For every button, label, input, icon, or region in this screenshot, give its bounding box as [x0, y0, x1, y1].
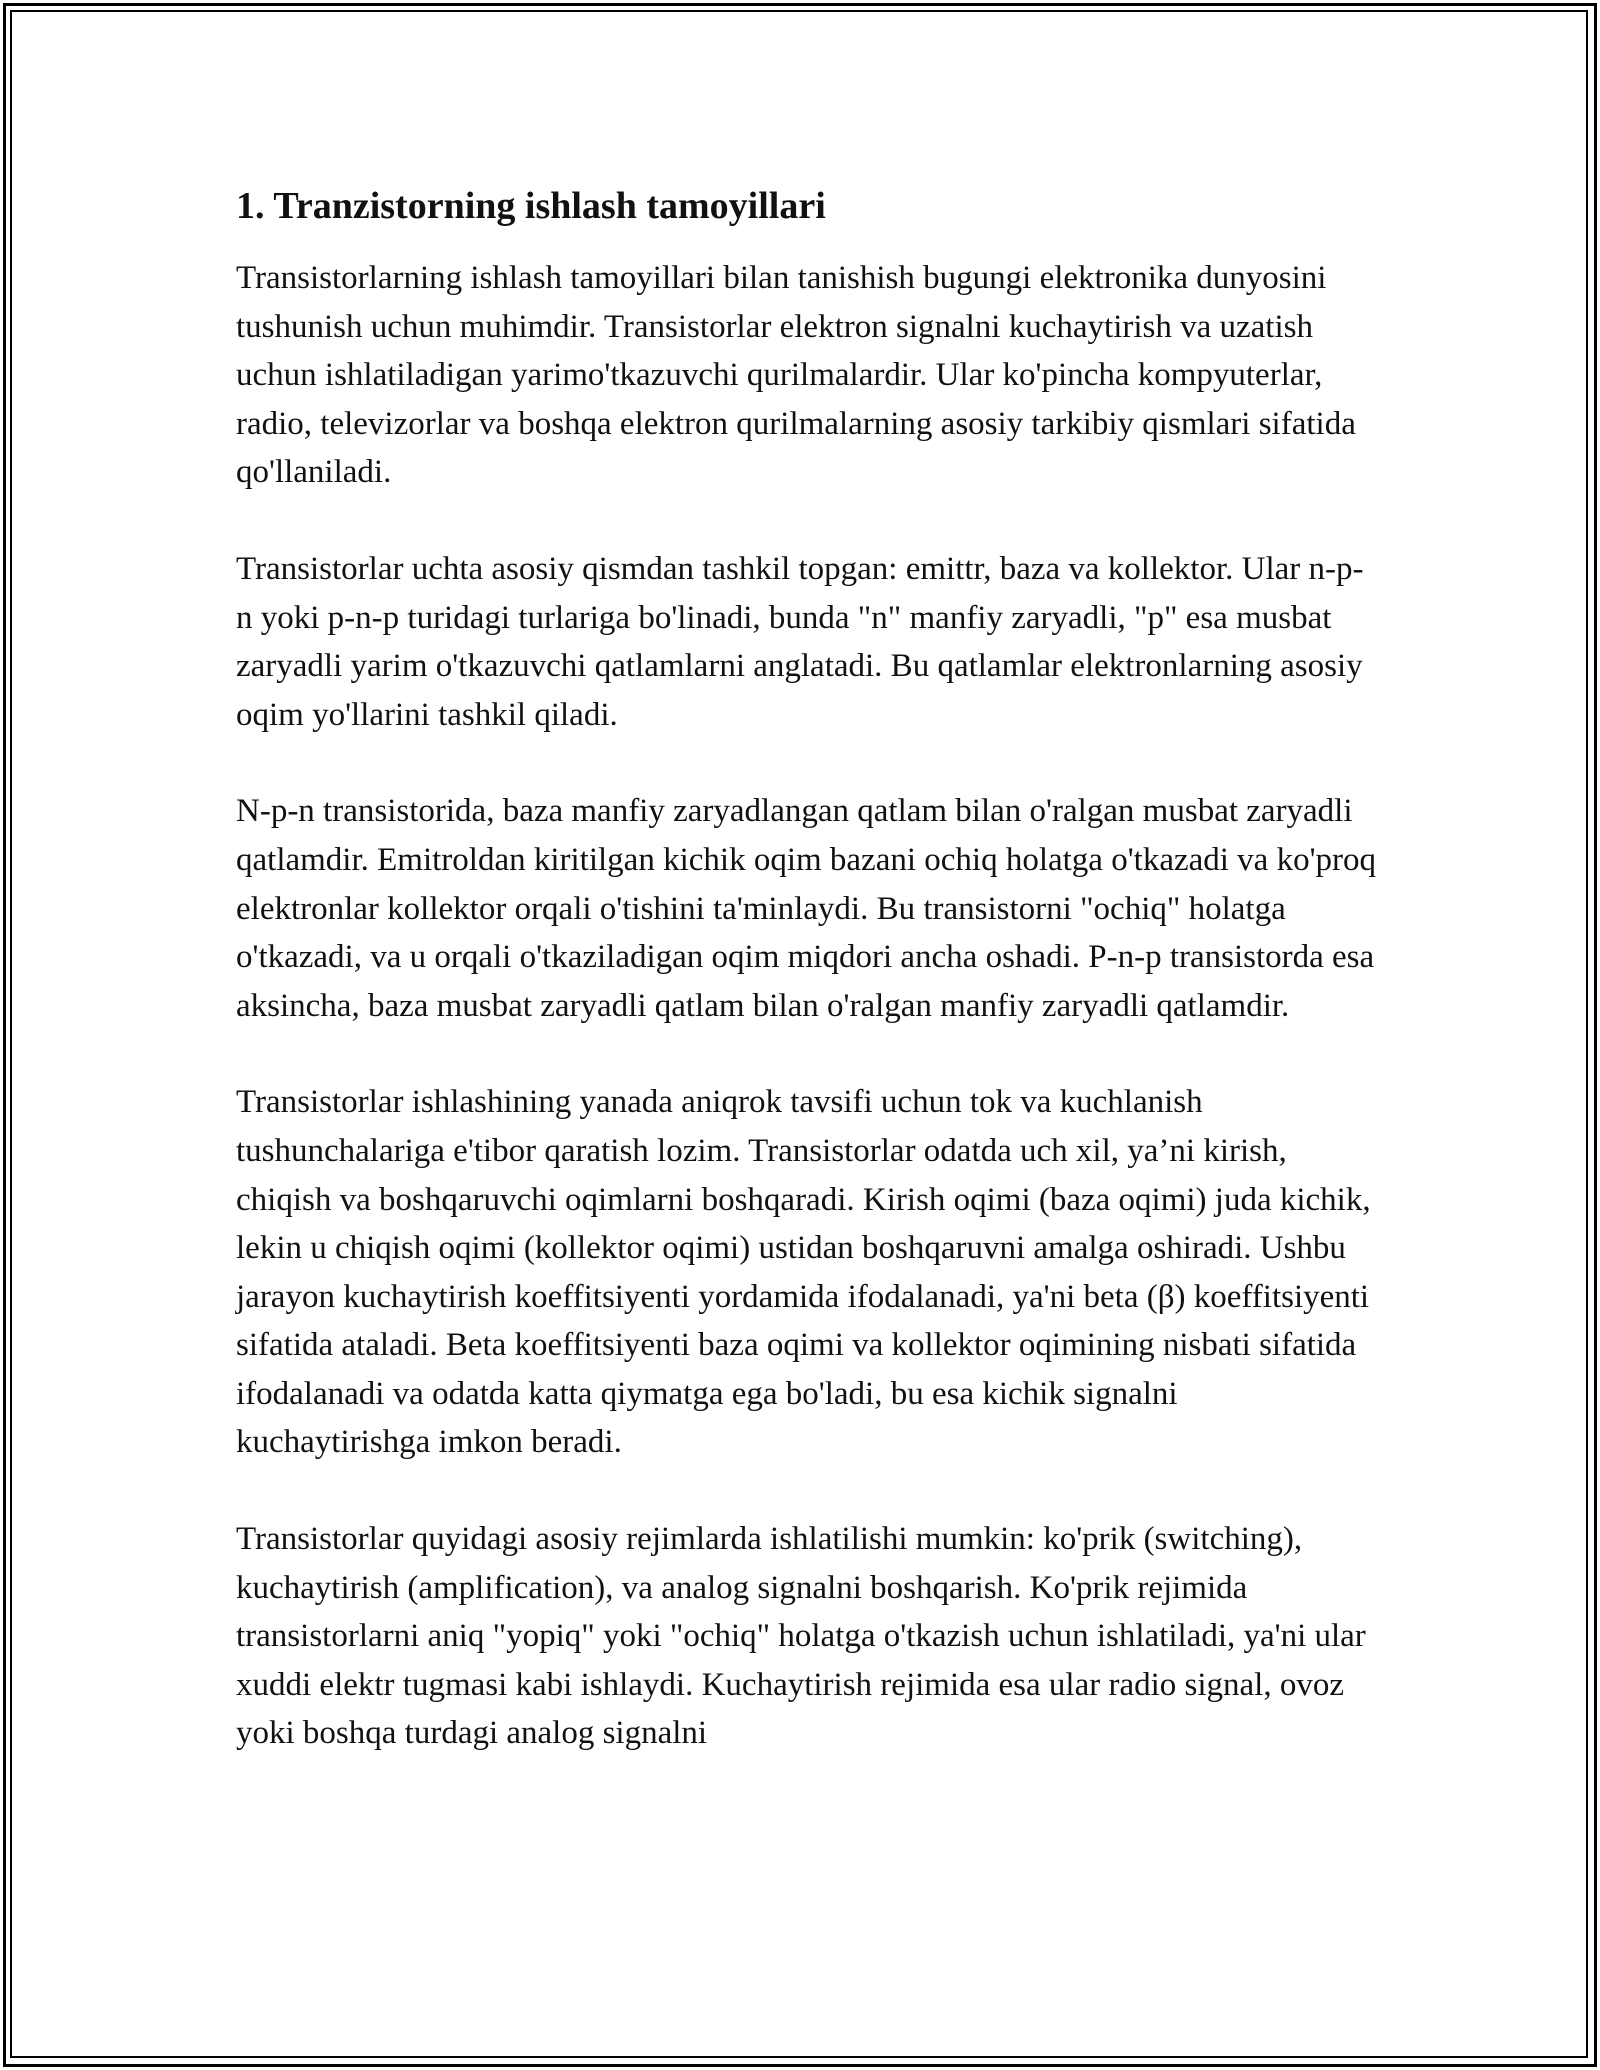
paragraph-intro: Transistorlarning ishlash tamoyillari bilan tanishish bugungi elektronika dunyosini tushunish uchun muhimdir. Transistorlar elektron signalni kuchaytirish va uzatish uchun ishlatiladigan yarimo'tkazuvchi qurilmalardir. Ular ko'pincha kompyuterlar, radio, televizorlar va boshqa elektron qurilmalarning asosiy tarkibiy qismlari sifatida qo'llaniladi.	[236, 260, 1356, 491]
section-heading: 1. Tranzistorning ishlash tamoyillari	[236, 185, 826, 227]
paragraph-npn: N-p-n transistorida, baza manfiy zaryadlangan qatlam bilan o'ralgan musbat zaryadli qatlamdir. Emitroldan kiritilgan kichik oqim bazani ochiq holatga o'tkazadi va ko'proq elektronlar kollektor orqali o'tishini ta'minlaydi. Bu transistorni "ochiq" holatga o'tkazadi, va u orqali o'tkaziladigan oqim miqdori ancha oshadi. P-n-p transistorda esa aksincha, baza musbat zaryadli qatlam bilan o'ralgan manfiy zaryadli qatlamdir.	[236, 793, 1377, 1024]
paragraph-modes: Transistorlar quyidagi asosiy rejimlarda ishlatilishi mumkin: ko'prik (switching), kuchaytirish (amplification), va analog signalni boshqarish. Ko'prik rejimida transistorlarni aniq "yopiq" yoki "ochiq" holatga o'tkazish uchun ishlatiladi, ya'ni ular xuddi elektr tugmasi kabi ishlaydi. Kuchaytirish rejimida esa ular radio signal, ovoz yoki boshqa turdagi analog signalni	[236, 1521, 1366, 1752]
paragraph-structure: Transistorlar uchta asosiy qismdan tashkil topgan: emittr, baza va kollektor. Ular n-p-n yoki p-n-p turidagi turlariga bo'linadi, bunda "n" manfiy zaryadli, "p" esa musbat zaryadli yarim o'tkazuvchi qatlamlarni anglatadi. Bu qatlamlar elektronlarning asosiy oqim yo'llarini tashkil qiladi.	[236, 550, 1364, 733]
paragraph-currents: Transistorlar ishlashining yanada aniqrok tavsifi uchun tok va kuchlanish tushunchalariga e'tibor qaratish lozim. Transistorlar odatda uch xil, ya’ni kirish, chiqish va boshqaruvchi oqimlarni boshqaradi. Kirish oqimi (baza oqimi) juda kichik, lekin u chiqish oqimi (kollektor oqimi) ustidan boshqaruvni amalga oshiradi. Ushbu jarayon kuchaytirish koeffitsiyenti yordamida ifodalanadi, ya'ni beta (β) koeffitsiyenti sifatida ataladi. Beta koeffitsiyenti baza oqimi va kollektor oqimining nisbati sifatida ifodalanadi va odatda katta qiymatga ega bo'ladi, bu esa kichik signalni kuchaytirishga imkon beradi.	[236, 1084, 1371, 1461]
document-body	[236, 180, 1376, 1806]
